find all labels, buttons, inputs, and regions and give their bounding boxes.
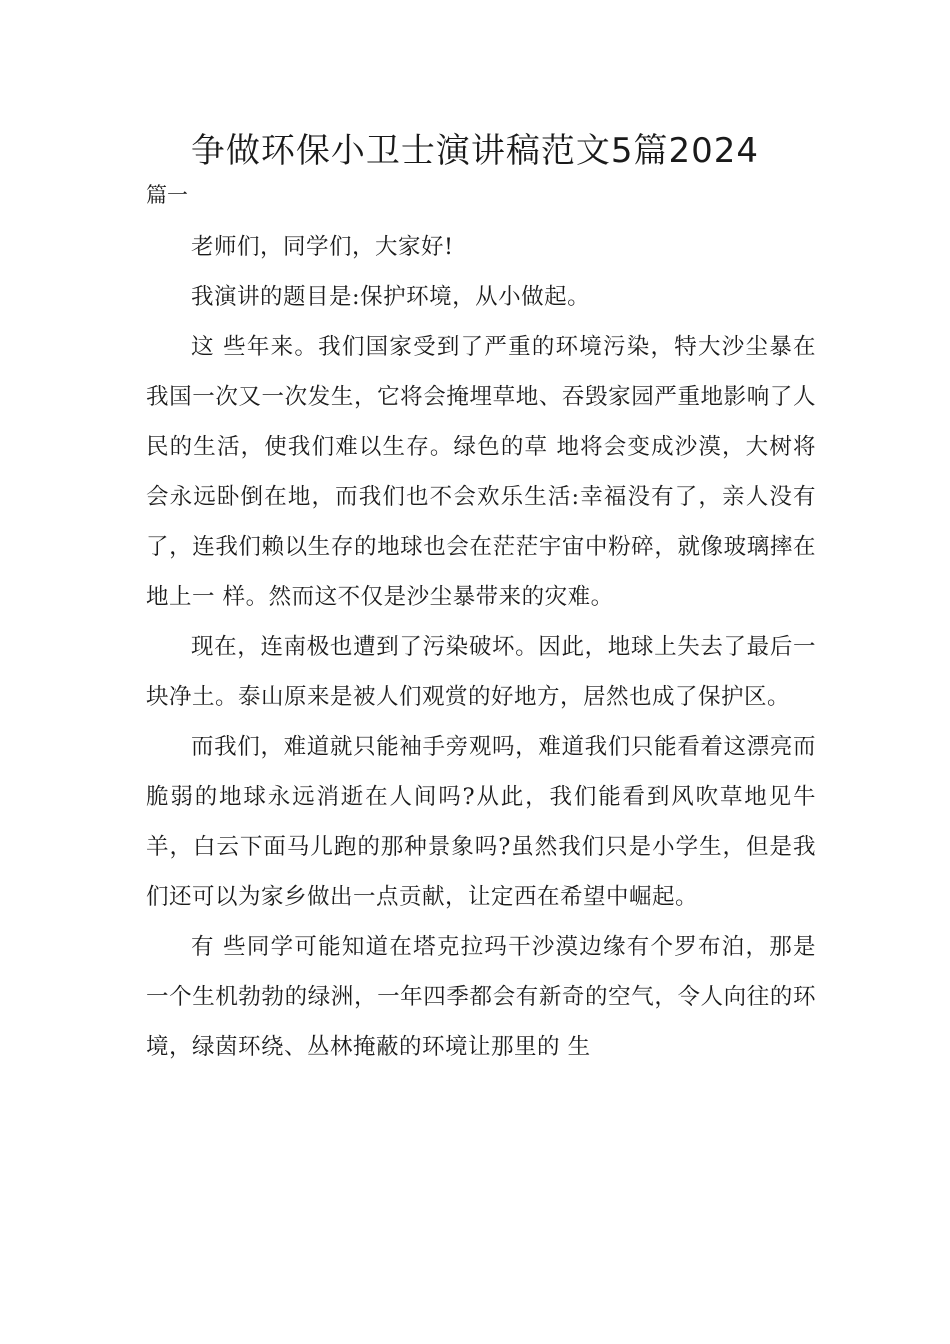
paragraph-pollution: 这 些年来。我们国家受到了严重的环境污染，特大沙尘暴在我国一次又一次发生，它将会掩埋草地、吞毁家园严重地影响了人民的生活，使我们难以生存。绿色的草 地将会变成沙漠，大树将会永远卧倒在地，而我们也不会欢乐生活:幸福没有了，亲人没有了，连我们赖以生存的地球也会在茫茫宇宙中粉碎，就像玻璃摔在地上一 样。然而这不仅是沙尘暴带来的灾难。 bbox=[146, 334, 816, 610]
paragraph-antarctica: 现在，连南极也遭到了污染破坏。因此，地球上失去了最后一块净土。泰山原来是被人们观赏的好地方，居然也成了保护区。 bbox=[146, 634, 816, 710]
document-body bbox=[146, 222, 816, 1072]
document-title: 争做环保小卫士演讲稿范文5篇2024 bbox=[190, 131, 760, 171]
paragraph-call-to-action: 而我们，难道就只能袖手旁观吗，难道我们只能看着这漂亮而脆弱的地球永远消逝在人间吗?从此，我们能看到风吹草地见牛羊，白云下面马儿跑的那种景象吗?虽然我们只是小学生，但是我们还可以为家乡做出一点贡献，让定西在希望中崛起。 bbox=[146, 734, 816, 910]
paragraph-topic: 我演讲的题目是:保护环境，从小做起。 bbox=[191, 284, 591, 310]
paragraph-lop-nur: 有 些同学可能知道在塔克拉玛干沙漠边缘有个罗布泊，那是一个生机勃勃的绿洲，一年四季都会有新奇的空气，令人向往的环境，绿茵环绕、丛林掩蔽的环境让那里的 生 bbox=[146, 934, 816, 1060]
paragraph-greeting: 老师们，同学们，大家好! bbox=[191, 234, 454, 260]
section-label: 篇一 bbox=[146, 183, 188, 207]
